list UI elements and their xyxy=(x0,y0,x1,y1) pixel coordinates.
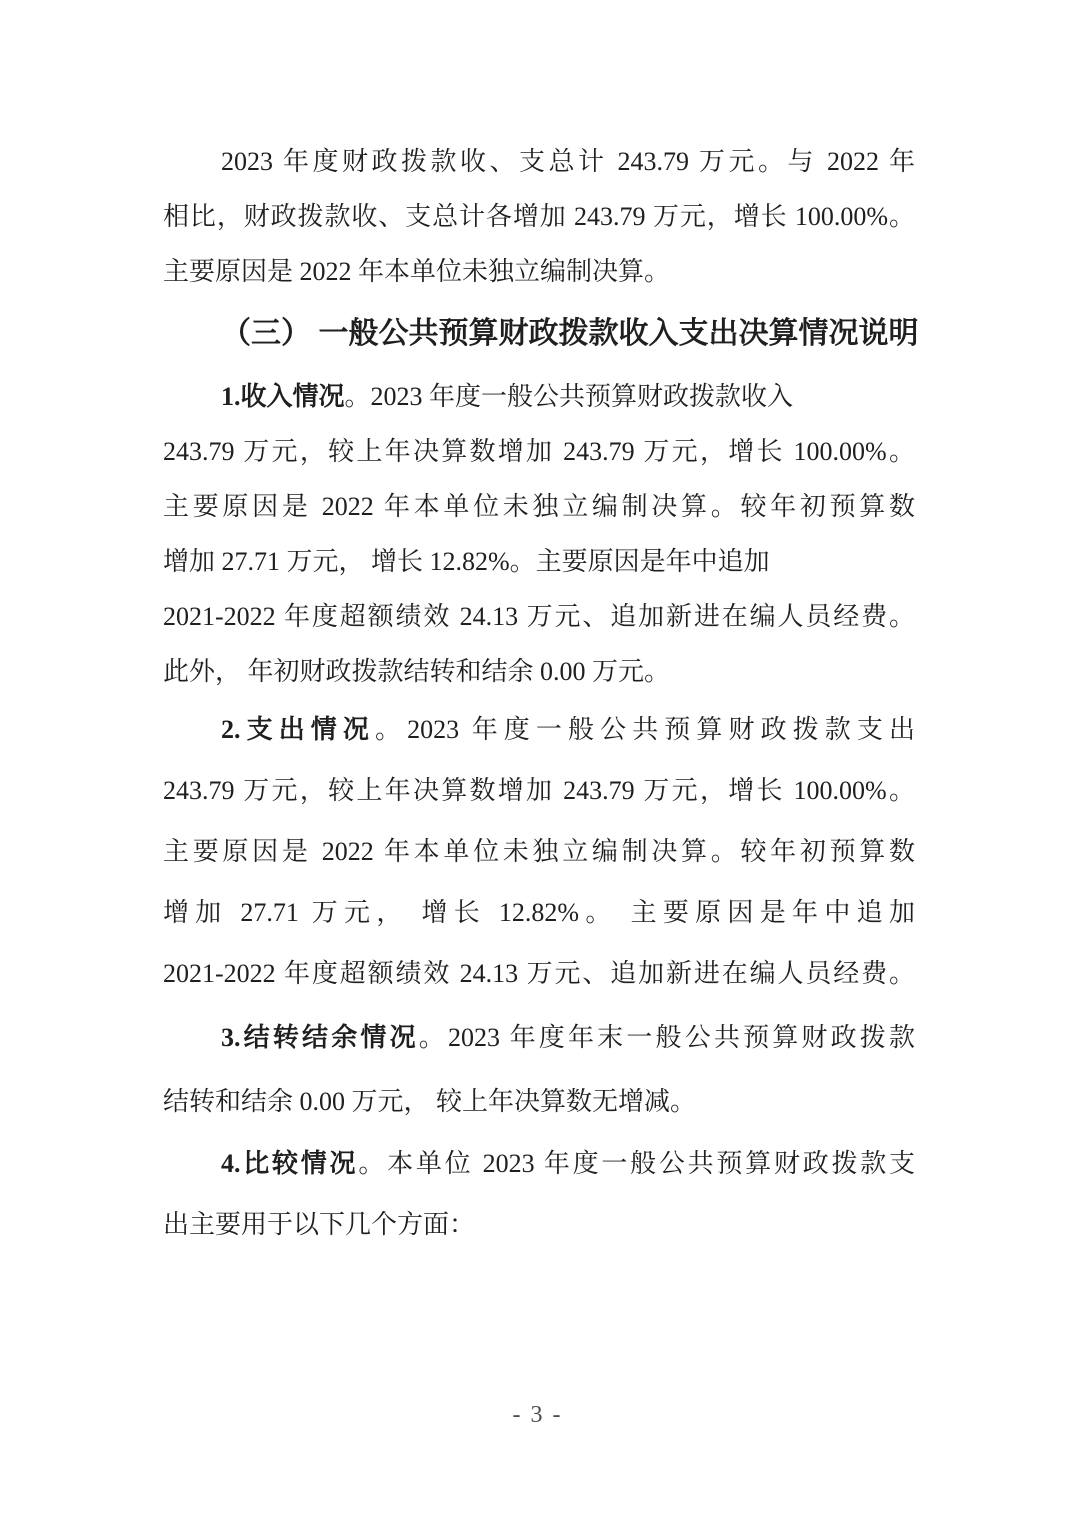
comparison-lead: 4.比较情况 xyxy=(221,1149,359,1178)
expense-lead: 2.支出情况 xyxy=(221,715,375,744)
expense-line-4: 增加 27.71 万元， 增长 12.82%。 主要原因是年中追加 xyxy=(163,898,915,927)
summary-line-1: 2023 年度财政拨款收、支总计 243.79 万元。与 2022 年 xyxy=(221,147,915,176)
expense-line-2: 243.79 万元，较上年决算数增加 243.79 万元，增长 100.00%。 xyxy=(163,776,915,805)
income-lead: 1.收入情况 xyxy=(221,382,345,411)
carryover-lead: 3.结转结余情况 xyxy=(221,1023,419,1052)
comparison-line-2: 出主要用于以下几个方面： xyxy=(163,1210,476,1239)
comparison-line-1 xyxy=(163,1132,915,1196)
carryover-line-1-rest: 。2023 年度年末一般公共预算财政拨款 xyxy=(418,1023,915,1052)
page-number: - 3 - xyxy=(512,1402,563,1428)
expense-line-1 xyxy=(163,699,915,760)
income-line-1-rest: 。2023 年度一般公共预算财政拨款收入 xyxy=(344,382,794,411)
expense-line-5: 2021-2022 年度超额绩效 24.13 万元、追加新进在编人员经费。 xyxy=(163,959,915,988)
income-line-5: 2021-2022 年度超额绩效 24.13 万元、追加新进在编人员经费。 xyxy=(163,602,915,631)
expense-line-3: 主要原因是 2022 年本单位未独立编制决算。较年初预算数 xyxy=(163,837,915,866)
summary-line-3: 主要原因是 2022 年本单位未独立编制决算。 xyxy=(163,257,671,286)
carryover-line-2: 结转和结余 0.00 万元， 较上年决算数无增减。 xyxy=(163,1087,697,1116)
document-body xyxy=(163,134,919,1253)
comparison-line-1-rest: 。本单位 2023 年度一般公共预算财政拨款支 xyxy=(358,1149,915,1178)
summary-line-2: 相比，财政拨款收、支总计各增加 243.79 万元，增长 100.00%。 xyxy=(163,202,915,231)
income-line-3: 主要原因是 2022 年本单位未独立编制决算。较年初预算数 xyxy=(163,492,915,521)
income-line-6: 此外， 年初财政拨款结转和结余 0.00 万元。 xyxy=(163,657,671,686)
income-line-4: 增加 27.71 万元， 增长 12.82%。主要原因是年中追加 xyxy=(163,547,770,576)
section-heading: （三） 一般公共预算财政拨款收入支出决算情况说明 xyxy=(221,317,919,350)
expense-line-1-rest: 。2023 年度一般公共预算财政拨款支出 xyxy=(375,715,915,744)
income-line-1 xyxy=(163,369,915,424)
carryover-line-1 xyxy=(163,1004,915,1072)
income-line-2: 243.79 万元，较上年决算数增加 243.79 万元，增长 100.00%。 xyxy=(163,437,915,466)
